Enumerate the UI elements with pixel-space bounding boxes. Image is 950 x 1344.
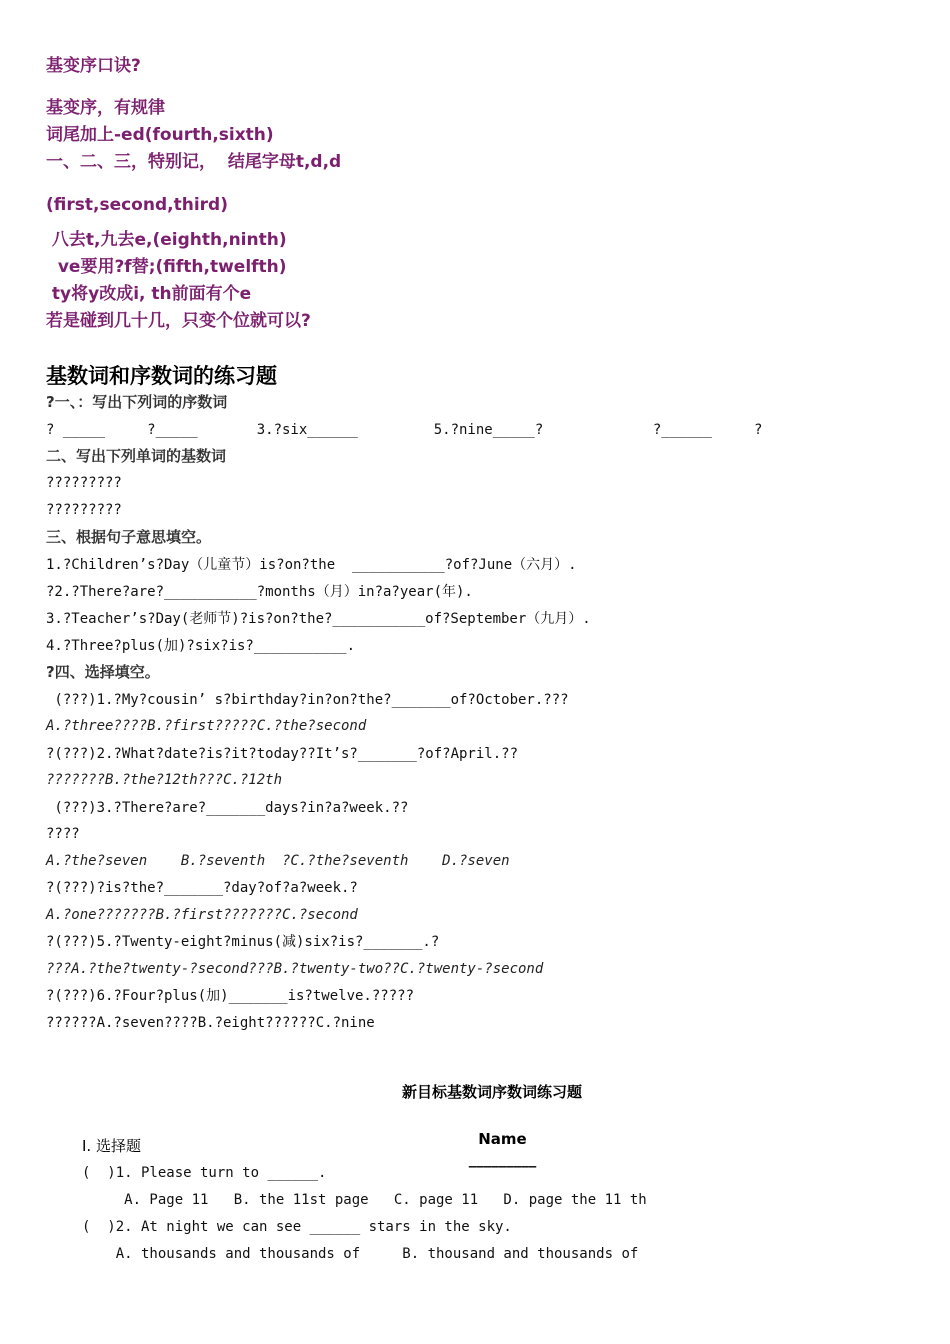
section-4-line: ????: [46, 826, 80, 842]
section-4-line: (???)1.?My?cousin’ s?birthday?in?on?the?_______of?October.???: [46, 692, 569, 708]
worksheet-line: ( )1. Please turn to ______.: [82, 1165, 327, 1181]
mnemonic-line: 基变序，有规律: [46, 98, 165, 118]
mnemonic-line: 词尾加上-ed(fourth,sixth): [46, 125, 274, 145]
section-4-line: (???)3.?There?are?_______days?in?a?week.??: [46, 800, 409, 816]
exercise-heading: 基数词和序数词的练习题: [46, 364, 277, 388]
section-4-title: ?四、选择填空。: [46, 663, 160, 681]
worksheet-line: A. thousands and thousands of B. thousand and thousands of: [82, 1246, 639, 1262]
section-1-line: ? _____ ?_____ 3.?six______ 5.?nine_____? ?______ ?: [46, 422, 763, 438]
mnemonic-title: 基变序口诀?: [46, 56, 141, 76]
mnemonic-line: ve要用?f替;(fifth,twelfth): [46, 257, 287, 277]
section-4-line: ?(???)2.?What?date?is?it?today??It’s?_______?of?April.??: [46, 746, 519, 762]
section-3-line: 3.?Teacher’s?Day(老师节)?is?on?the?___________of?September（九月）.: [46, 611, 591, 627]
section-4-line: ?(???)?is?the?_______?day?of?a?week.?: [46, 880, 358, 896]
section-3-line: 1.?Children’s?Day（儿童节）is?on?the ___________?of?June（六月）.: [46, 557, 577, 573]
worksheet-section-title: Ⅰ. 选择题: [82, 1137, 141, 1155]
section-4-line: ??????A.?seven????B.?eight??????C.?nine: [46, 1015, 375, 1031]
mnemonic-line: ty将y改成i, th前面有个e: [46, 284, 252, 304]
worksheet-line: ( )2. At night we can see ______ stars in the sky.: [82, 1219, 512, 1235]
section-4-line: A.?three????B.?first?????C.?the?second: [46, 718, 367, 734]
section-2-title: 二、写出下列单词的基数词: [46, 447, 227, 465]
mnemonic-line: 若是碰到几十几，只变个位就可以?: [46, 311, 311, 331]
section-4-line: A.?the?seven B.?seventh ?C.?the?seventh D.?seven: [46, 853, 510, 869]
mnemonic-line: (first,second,third): [46, 195, 228, 215]
name-blank: _________: [468, 1150, 537, 1168]
name-label: Name: [478, 1130, 527, 1148]
section-4-line: ???????B.?the?12th???C.?12th: [46, 772, 283, 788]
section-3-line: 4.?Three?plus(加)?six?is?___________.: [46, 638, 356, 654]
section-4-line: A.?one???????B.?first???????C.?second: [46, 907, 358, 923]
worksheet-title: 新目标基数词序数词练习题: [401, 1083, 582, 1101]
section-2-line: ?????????: [46, 502, 122, 518]
section-3-title: 三、根据句子意思填空。: [46, 528, 212, 546]
section-2-line: ?????????: [46, 475, 122, 491]
section-4-line: ?(???)5.?Twenty-eight?minus(减)six?is?_______.?: [46, 934, 440, 950]
section-3-line: ?2.?There?are?___________?months（月）in?a?year(年).: [46, 584, 473, 600]
mnemonic-line: 一、二、三，特别记， 结尾字母t,d,d: [46, 152, 342, 172]
section-4-line: ???A.?the?twenty-?second???B.?twenty-two??C.?twenty-?second: [46, 961, 544, 977]
section-1-title: ?一、：写出下列词的序数词: [46, 393, 228, 411]
worksheet-line: A. Page 11 B. the 11st page C. page 11 D. page the 11 th: [82, 1192, 647, 1208]
mnemonic-line: 八去t,九去e,(eighth,ninth): [46, 230, 287, 250]
section-4-line: ?(???)6.?Four?plus(加)_______is?twelve.?????: [46, 988, 415, 1004]
